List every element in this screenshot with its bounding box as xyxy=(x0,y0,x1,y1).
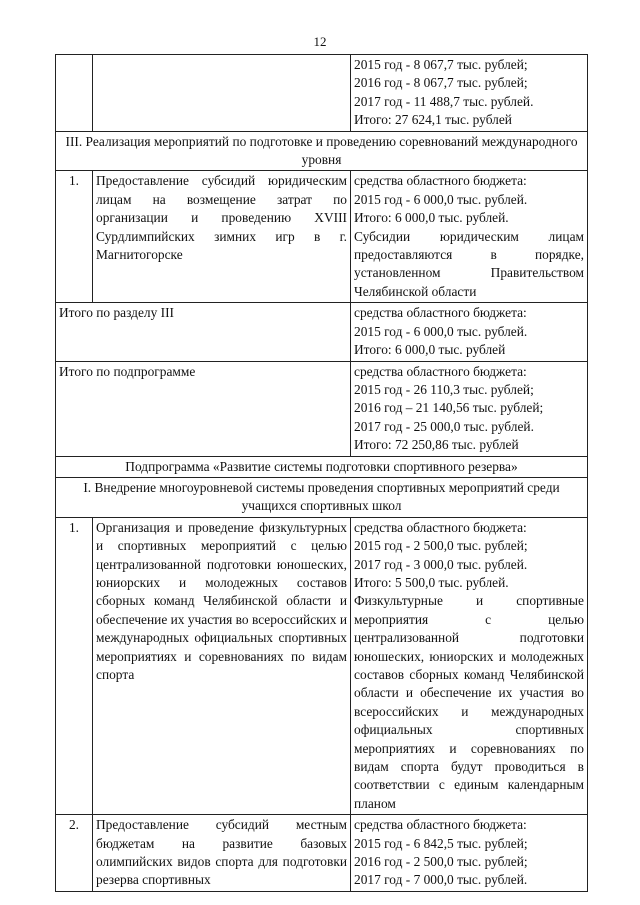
financing-cell xyxy=(351,55,588,132)
page-number: 12 xyxy=(313,34,327,49)
subprogram-title: Подпрограмма «Развитие системы подготовки спортивного резерва» xyxy=(56,456,588,477)
financing-line: средства областного бюджета: xyxy=(354,817,527,833)
measure-description: Предоставление субсидий юридическим лицам на возмещение затрат по организации и проведению XVIII Сурдлимпийских зимних игр в г. Магнитогорске xyxy=(93,171,351,303)
financing-cell xyxy=(351,517,588,815)
table-row xyxy=(56,55,588,132)
row-number: 2. xyxy=(56,815,93,892)
financing-total: Итого: 27 624,1 тыс. рублей xyxy=(354,112,512,128)
financing-total: Итого: 6 000,0 тыс. рублей. xyxy=(354,210,509,226)
financing-line: 2015 год - 6 842,5 тыс. рублей; xyxy=(354,835,528,851)
financing-line: средства областного бюджета: xyxy=(354,173,527,189)
financing-line: средства областного бюджета: xyxy=(354,519,527,535)
financing-total: Итого: 72 250,86 тыс. рублей xyxy=(354,437,519,453)
desc-cell xyxy=(93,55,351,132)
total-label: Итого по разделу III xyxy=(56,303,351,361)
financing-line: средства областного бюджета: xyxy=(354,363,527,379)
section-heading-row xyxy=(56,456,588,477)
table-row xyxy=(56,517,588,815)
row-number: 1. xyxy=(56,517,93,815)
num-cell xyxy=(56,55,93,132)
financing-line: 2015 год - 6 000,0 тыс. рублей. xyxy=(354,191,528,207)
section-heading-row xyxy=(56,477,588,517)
financing-cell xyxy=(351,303,588,361)
program-table xyxy=(55,54,588,892)
section-title: I. Внедрение многоуровневой системы проведения спортивных мероприятий среди учащихся спортивных школ xyxy=(56,477,588,517)
section-title: III. Реализация мероприятий по подготовке и проведению соревнований международного уровня xyxy=(56,131,588,171)
measure-description: Предоставление субсидий местным бюджетам на развитие базовых олимпийских видов спорта для подготовки резерва спортивных xyxy=(93,815,351,892)
table-row xyxy=(56,171,588,303)
row-number: 1. xyxy=(56,171,93,303)
financing-cell xyxy=(351,361,588,456)
financing-line: 2015 год - 8 067,7 тыс. рублей; xyxy=(354,57,528,72)
financing-line: 2015 год - 2 500,0 тыс. рублей; xyxy=(354,538,528,554)
financing-line: 2016 год – 21 140,56 тыс. рублей; xyxy=(354,400,544,416)
total-label: Итого по подпрограмме xyxy=(56,361,351,456)
financing-cell xyxy=(351,171,588,303)
measure-description: Организация и проведение физкультурных и спортивных мероприятий с целью централизованной подготовки юношеских, юниорских и молодежных составов сборных команд Челябинской области и обеспечение их участия во всероссийских и международных официальных спортивных мероприятиях и соревнованиях по видам спорта xyxy=(93,517,351,815)
financing-line: 2015 год - 26 110,3 тыс. рублей; xyxy=(354,381,534,397)
total-row xyxy=(56,303,588,361)
financing-note: Субсидии юридическим лицам предоставляются в порядке, установленном Правительством Челябинской области xyxy=(354,228,584,299)
section-heading-row xyxy=(56,131,588,171)
financing-cell xyxy=(351,815,588,892)
financing-line: 2017 год - 3 000,0 тыс. рублей. xyxy=(354,556,528,572)
financing-note: Физкультурные и спортивные мероприятия с целью централизованной подготовки юношеских, юниорских и молодежных составов сборных команд Челябинской области и обеспечение их участия во всероссийских и международных официальных спортивных мероприятиях и соревнованиях по видам спорта будут проводиться в соответствии с единым календарным планом xyxy=(354,593,584,811)
financing-total: Итого: 5 500,0 тыс. рублей. xyxy=(354,574,509,590)
financing-line: 2015 год - 6 000,0 тыс. рублей. xyxy=(354,323,528,339)
financing-line: 2017 год - 7 000,0 тыс. рублей. xyxy=(354,872,528,888)
financing-line: средства областного бюджета: xyxy=(354,305,527,321)
total-row xyxy=(56,361,588,456)
financing-line: 2017 год - 11 488,7 тыс. рублей. xyxy=(354,93,534,109)
financing-line: 2016 год - 8 067,7 тыс. рублей; xyxy=(354,75,528,91)
financing-total: Итого: 6 000,0 тыс. рублей xyxy=(354,342,506,358)
financing-line: 2016 год - 2 500,0 тыс. рублей; xyxy=(354,854,528,870)
financing-line: 2017 год - 25 000,0 тыс. рублей. xyxy=(354,418,534,434)
table-row xyxy=(56,815,588,892)
